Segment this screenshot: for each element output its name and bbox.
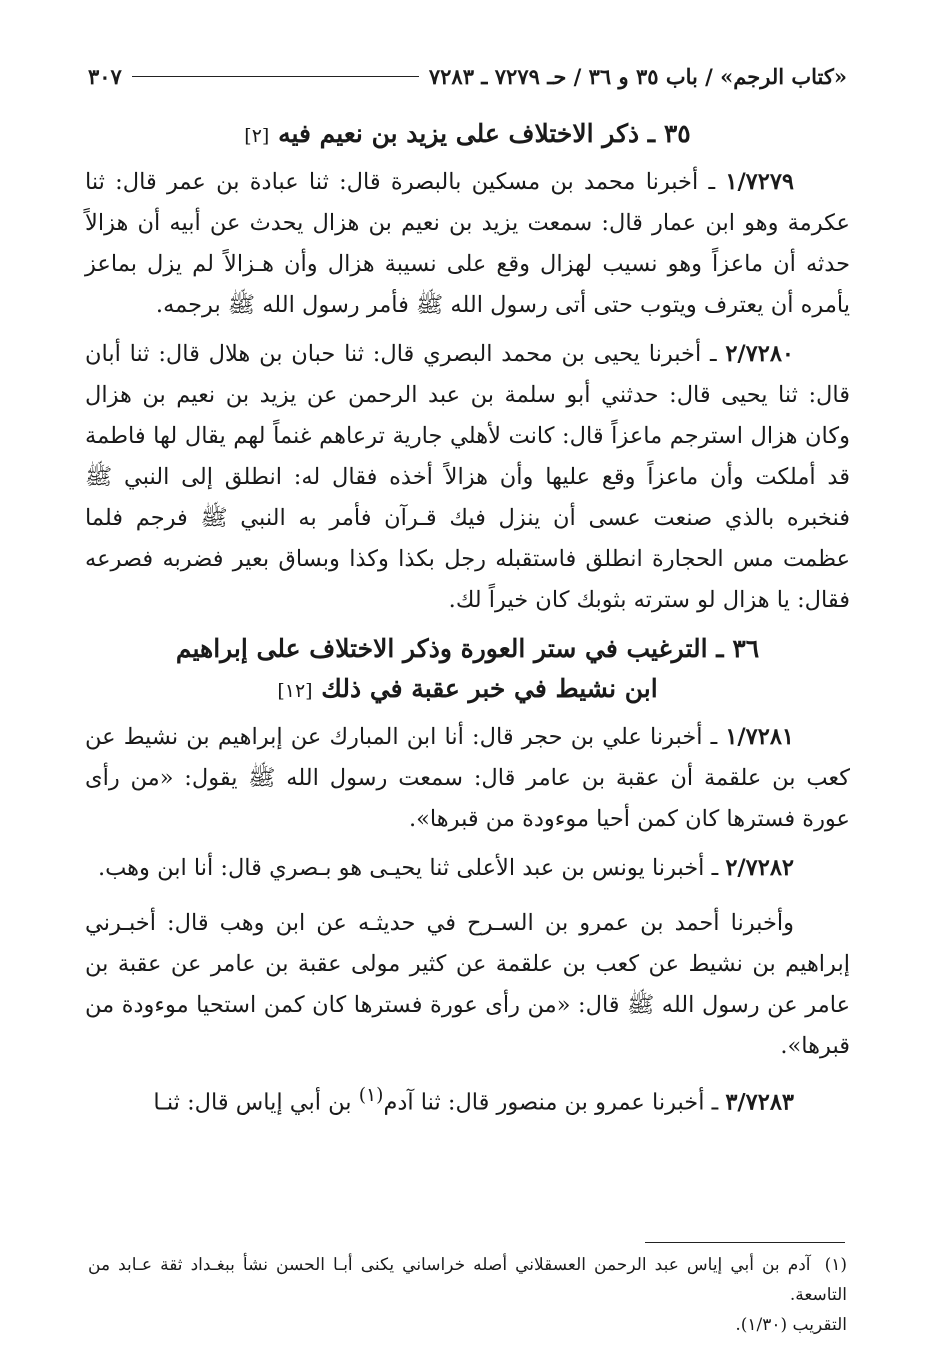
hadith-text: ـ أخبرنا محمد بن مسكين بالبصرة قال: ثنا عبادة بن عمر قال: ثنا عكرمة وهو ابن عمار قال: سمعت يزيد بن نعيم بن هزال يحدث عن أبيه أن هزالاً حدثه أن ماعزاً وهو نسيب لهزال وقع على نسيبة هزال وأن هـزالاً لم يزل بماعز يأمره أن يعترف ويتوب حتى أتى رسول الله ﷺ فأمر رسول الله ﷺ برجمه.	[85, 169, 850, 318]
hadith-text: ـ أخبرنا عمرو بن منصور قال: ثنا آدم	[383, 1089, 719, 1116]
hadith-paragraph	[85, 334, 850, 621]
section-heading-35	[85, 114, 850, 156]
page-body	[85, 110, 850, 1132]
hadith-paragraph	[85, 848, 850, 889]
header-title: «كتاب الرجم» / باب ٣٥ و ٣٦ / حـ ٧٢٧٩ ـ ٧٢٨٣	[428, 63, 847, 89]
section-heading-text: ٣٥ ـ ذكر الاختلاف على يزيد بن نعيم فيه	[278, 119, 691, 148]
hadith-number: ٣/٧٢٨٣	[725, 1089, 794, 1116]
footnote-reference: التقريب (١/٣٠).	[735, 1315, 847, 1335]
hadith-number: ١/٧٢٧٩	[725, 169, 795, 195]
hadith-paragraph	[85, 162, 850, 326]
hadith-paragraph	[85, 717, 850, 840]
page-number: ٣٠٧	[88, 63, 122, 89]
hadith-paragraph	[85, 903, 850, 1067]
hadith-text-continued: بن أبي إياس قال: ثنـا	[153, 1089, 359, 1116]
hadith-text: ـ أخبرنا علي بن حجر قال: أنا ابن المبارك عن إبراهيم بن نشيط عن كعب بن علقمة أن عقبة بن عامر قال: سمعت رسول الله ﷺ يقول: «من رأى عورة فسترها كان كمن أحيا موءودة من قبرها».	[85, 724, 850, 832]
section-heading-text: ٣٦ ـ الترغيب في ستر العورة وذكر الاختلاف على إبراهيم	[175, 634, 760, 663]
section-heading-ref: [١٢]	[277, 680, 313, 702]
hadith-text: ـ أخبرنا يونس بن عبد الأعلى ثنا يحيـى هو بـصري قال: أنا ابن وهب.	[97, 855, 719, 881]
section-heading-ref: [٢]	[244, 125, 270, 147]
header-rule	[132, 76, 419, 77]
running-header	[88, 58, 847, 94]
footnote	[88, 1250, 847, 1340]
footnote-marker: (١)	[358, 1085, 384, 1106]
section-heading-line2: ابن نشيط في خبر عقبة في ذلك	[321, 674, 658, 703]
hadith-number: ٢/٧٢٨٠	[725, 341, 794, 367]
hadith-number: ١/٧٢٨١	[725, 724, 794, 750]
hadith-text: وأخبرنا أحمد بن عمرو بن السـرح في حديثـه عن ابن وهب قال: أخبـرني إبراهيم بن نشيط عن كعب بن علقمة عن كثير مولى عقبة بن عامر عن عقبة بن عامر عن رسول الله ﷺ قال: «من رأى عورة فسترها كان كمن استحيا موءودة من قبرها».	[85, 910, 850, 1059]
hadith-number: ٢/٧٢٨٢	[725, 855, 794, 881]
section-heading-36	[85, 629, 850, 711]
hadith-paragraph	[85, 1075, 850, 1124]
footnote-number: (١)	[824, 1255, 847, 1275]
hadith-text: ـ أخبرنا يحيى بن محمد البصري قال: ثنا حبان بن هلال قال: ثنا أبان قال: ثنا يحيى قال: حدثني أبو سلمة بن عبد الرحمن عن يزيد بن نعيم بن هزال وكان هزال استرجم ماعزاً قال: كانت لأهلي جارية ترعاهم غنماً لهم يقال لها فاطمة قد أملكت وأن ماعزاً وقع عليها وأن هزالاً أخذه فقال له: انطلق إلى النبي ﷺ فنخبره بالذي صنعت عسى أن ينزل فيك قـرآن فأمر به النبي ﷺ فرجم فلما عظمت مس الحجارة انطلق فاستقبله رجل بكذا وكذا وبساق بعير فضربه فصرعه فقال: يا هزال لو سترته بثوبك كان خيراً لك.	[85, 341, 850, 613]
footnote-text: آدم بن أبي إياس عبد الرحمن العسقلاني أصله خراساني يكنى أبـا الحسن نشأ ببغـداد ثقة عـابد من التاسعة.	[88, 1255, 847, 1305]
footnote-divider	[645, 1242, 845, 1243]
